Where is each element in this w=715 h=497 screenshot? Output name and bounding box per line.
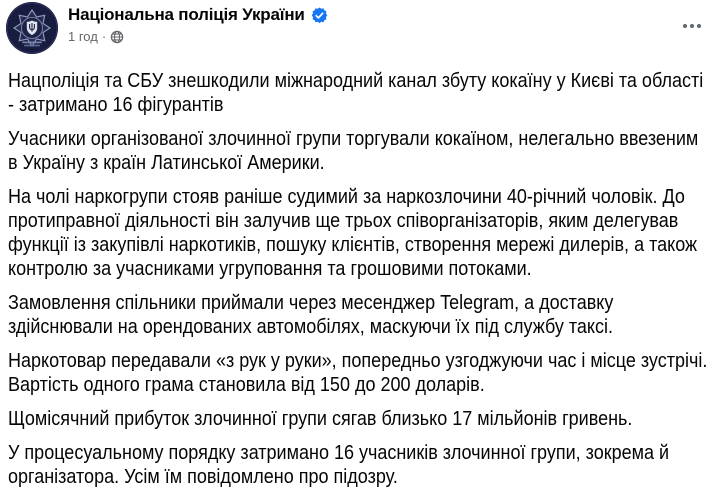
post-text-inner xyxy=(8,69,710,489)
post-text xyxy=(0,56,715,489)
more-options-button[interactable] xyxy=(677,14,707,38)
post-header xyxy=(0,0,715,56)
post-meta xyxy=(68,29,328,44)
post-paragraph-3: На чолі наркогрупи стояв раніше судимий за наркозлочини 40-річний чоловік. До протиправної діяльності він залучив ще трьох співорганізаторів, яким делегував функції із закупівлі наркотиків, пошуку клієнтів, створення мережі дилерів, а також контролю за учасниками угруповання та грошовими потоками. xyxy=(8,186,698,280)
header-info xyxy=(68,2,328,44)
globe-public-icon xyxy=(110,30,124,44)
meta-separator: · xyxy=(101,29,107,44)
timestamp[interactable]: 1 год xyxy=(68,29,98,44)
post-paragraph-5: Наркотовар передавали «з рук у руки», попередньо узгоджуючи час і місце зустрічі. Вартість одного грама становила від 150 до 200 доларів. xyxy=(8,350,708,396)
post-paragraph-1: Нацполіція та СБУ знешкодили міжнародний канал збуту кокаїну у Києві та області - затримано 16 фігурантів xyxy=(8,70,704,116)
post-paragraph-7: У процесуальному порядку затримано 16 учасників злочинної групи, зокрема й організатора. Усім їм повідомлено про підозру. xyxy=(8,442,670,488)
verified-badge-icon xyxy=(311,7,328,24)
ellipsis-more-icon xyxy=(683,24,687,28)
post-paragraph-2: Учасники організованої злочинної групи торгували кокаїном, нелегально ввезеним в Україну з країн Латинської Америки. xyxy=(8,128,699,174)
post-paragraph-6: Щомісячний прибуток злочинної групи сягав близько 17 мільйонів гривень. xyxy=(8,408,633,430)
name-row xyxy=(68,5,328,25)
police-badge-logo xyxy=(6,2,58,54)
post-paragraph-4: Замовлення спільники приймали через месенджер Telegram, а доставку здійснювали на орендованих автомобілях, маскуючи їх під службу таксі. xyxy=(8,292,614,338)
page-avatar[interactable] xyxy=(6,2,58,54)
page-name[interactable]: Національна поліція України xyxy=(68,5,305,24)
